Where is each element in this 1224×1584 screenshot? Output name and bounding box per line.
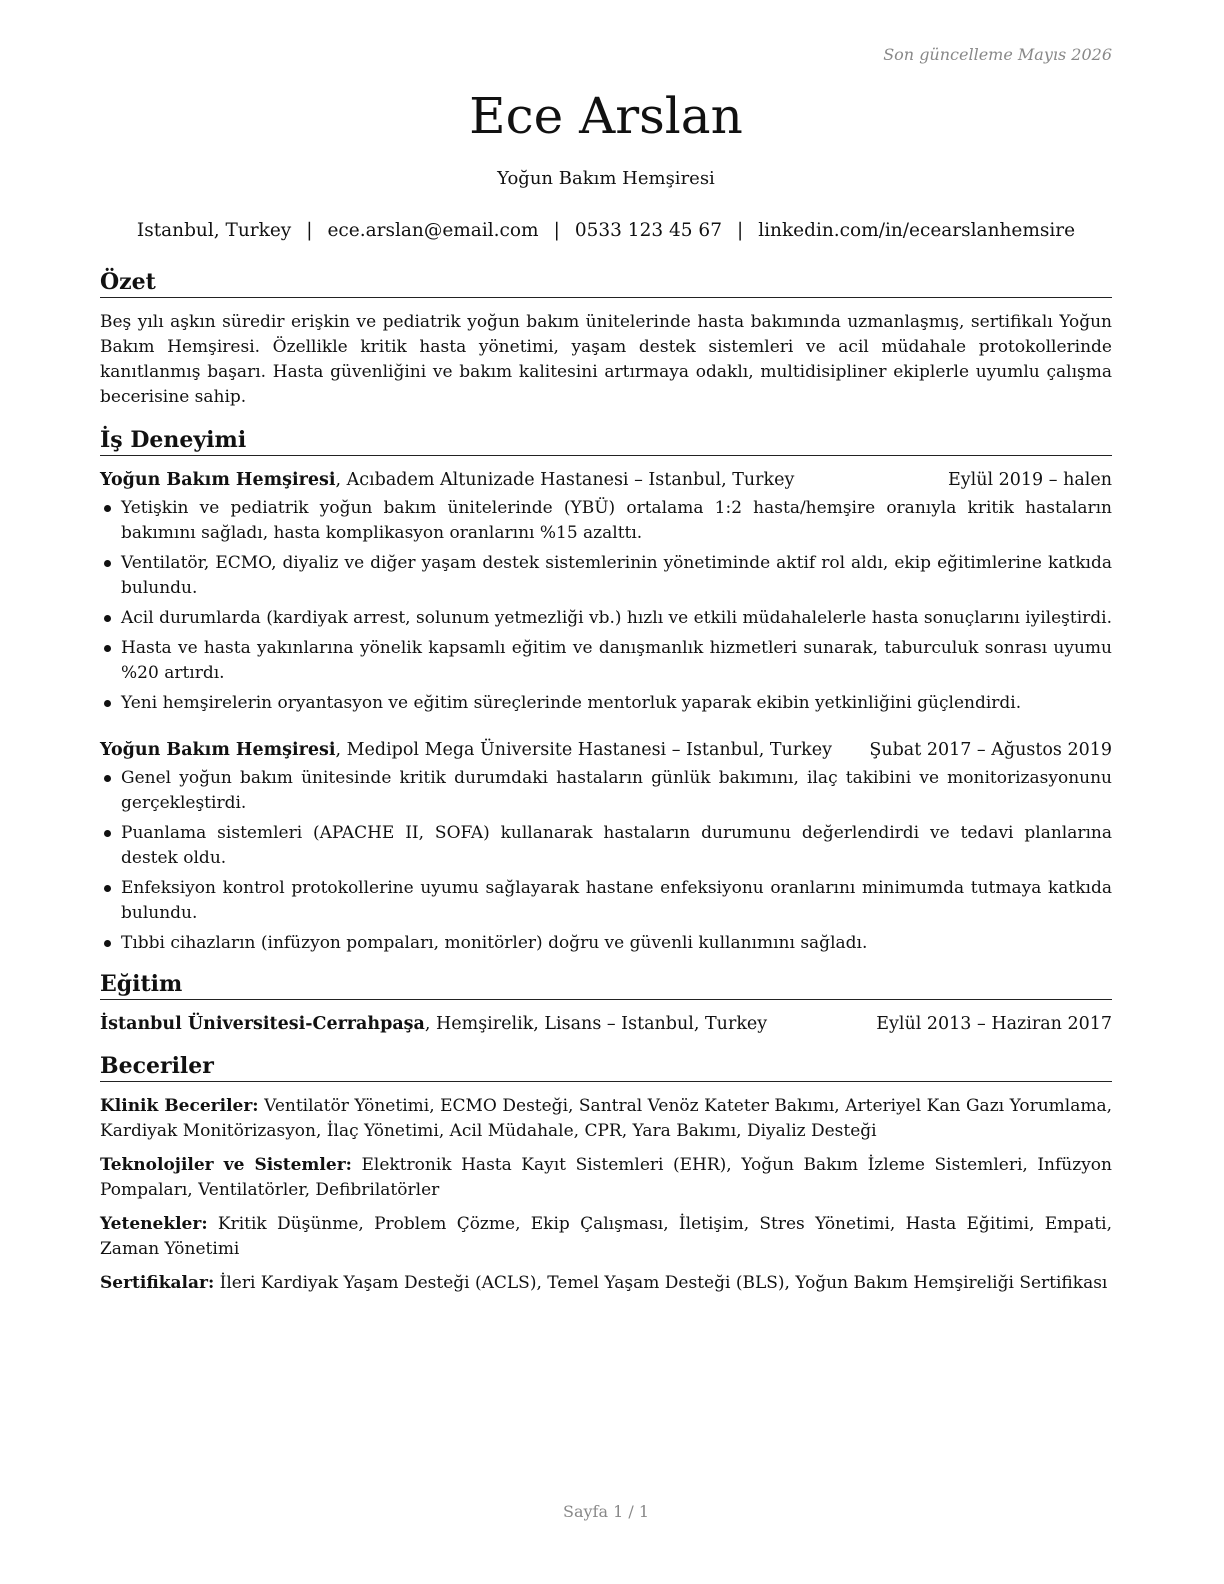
summary-section <box>100 268 1112 410</box>
candidate-title: Yoğun Bakım Hemşiresi <box>497 168 715 189</box>
job-bullet: Acil durumlarda (kardiyak arrest, solunum yetmezliği vb.) hızlı ve etkili müdahalelerle hasta sonuçlarını iyileştirdi. <box>100 606 1112 631</box>
job-bullet: Yeni hemşirelerin oryantasyon ve eğitim süreçlerinde mentorluk yaparak ekibin yetkinliğini güçlendirdi. <box>100 691 1112 716</box>
resume-content <box>100 268 1112 1305</box>
job-role-line <box>100 468 794 493</box>
skill-group-label: Yetenekler: <box>100 1214 208 1234</box>
job-bullet: Enfeksiyon kontrol protokollerine uyumu sağlayarak hastane enfeksiyonu oranlarını minimumda tutmaya katkıda bulundu. <box>100 876 1112 926</box>
skill-group-label: Sertifikalar: <box>100 1273 215 1293</box>
job-bullets <box>100 496 1112 716</box>
section-heading-summary: Özet <box>100 268 1112 298</box>
job-employer: , Medipol Mega Üniversite Hastanesi – Istanbul, Turkey <box>335 740 833 760</box>
contact-location: Istanbul, Turkey <box>136 220 292 241</box>
contact-phone[interactable]: 0533 123 45 67 <box>574 220 722 241</box>
job-bullet: Tıbbi cihazların (infüzyon pompaları, monitörler) doğru ve güvenli kullanımını sağladı. <box>100 931 1112 956</box>
skill-group <box>100 1212 1112 1262</box>
skill-group-text: Kritik Düşünme, Problem Çözme, Ekip Çalışması, İletişim, Stres Yönetimi, Hasta Eğitimi, Empati, Zaman Yönetimi <box>100 1214 1112 1259</box>
job-header <box>100 738 1112 763</box>
job-role: Yoğun Bakım Hemşiresi <box>100 740 336 760</box>
job-role-line <box>100 738 832 763</box>
skill-group <box>100 1153 1112 1203</box>
skill-group-label: Teknolojiler ve Sistemler: <box>100 1155 352 1175</box>
skill-group <box>100 1271 1112 1296</box>
page-indicator: Sayfa 1 / 1 <box>562 1502 649 1521</box>
skill-group-text: İleri Kardiyak Yaşam Desteği (ACLS), Temel Yaşam Desteği (BLS), Yoğun Bakım Hemşireliği Sertifikası <box>214 1273 1108 1293</box>
skills-section <box>100 1052 1112 1296</box>
job-employer: , Acıbadem Altunizade Hastanesi – Istanbul, Turkey <box>335 470 795 490</box>
skill-group-text: Ventilatör Yönetimi, ECMO Desteği, Santral Venöz Kateter Bakımı, Arteriyel Kan Gazı Yorumlama, Kardiyak Monitörizasyon, İlaç Yönetimi, Acil Müdahale, CPR, Yara Bakımı, Diyaliz Desteği <box>100 1096 1113 1141</box>
contact-separator: | <box>306 220 313 241</box>
job-dates: Şubat 2017 – Ağustos 2019 <box>869 740 1112 760</box>
education-school-line <box>100 1012 767 1037</box>
education-school: İstanbul Üniversitesi-Cerrahpaşa <box>100 1014 425 1034</box>
section-heading-education: Eğitim <box>100 970 1112 1000</box>
education-dates: Eylül 2013 – Haziran 2017 <box>876 1014 1112 1034</box>
experience-section <box>100 426 1112 956</box>
job-header <box>100 468 1112 493</box>
job-bullets <box>100 766 1112 956</box>
contact-separator: | <box>553 220 560 241</box>
job-bullet: Hasta ve hasta yakınlarına yönelik kapsamlı eğitim ve danışmanlık hizmetleri sunarak, taburculuk sonrası uyumu %20 artırdı. <box>100 636 1112 686</box>
skill-group-label: Klinik Beceriler: <box>100 1096 259 1116</box>
job-bullet: Yetişkin ve pediatrik yoğun bakım ünitelerinde (YBÜ) ortalama 1:2 hasta/hemşire oranıyla kritik hastaların bakımını sağladı, hasta komplikasyon oranlarını %15 azalttı. <box>100 496 1112 546</box>
contact-separator: | <box>736 220 744 241</box>
contact-line <box>100 219 1112 243</box>
section-heading-experience: İş Deneyimi <box>100 426 1112 456</box>
education-section <box>100 970 1112 1037</box>
resume-page <box>100 0 1112 1584</box>
education-detail: , Hemşirelik, Lisans – Istanbul, Turkey <box>424 1014 768 1034</box>
job-entry <box>100 468 1112 716</box>
last-updated-note: Son güncelleme Mayıs 2026 <box>883 45 1112 64</box>
education-entry <box>100 1012 1112 1037</box>
contact-linkedin[interactable]: linkedin.com/in/ecearslanhemsire <box>758 220 1076 241</box>
skill-group <box>100 1094 1112 1144</box>
job-bullet: Puanlama sistemleri (APACHE II, SOFA) kullanarak hastaların durumunu değerlendirdi ve tedavi planlarına destek oldu. <box>100 821 1112 871</box>
candidate-name: Ece Arslan <box>469 87 743 145</box>
job-role: Yoğun Bakım Hemşiresi <box>100 470 336 490</box>
job-dates: Eylül 2019 – halen <box>947 470 1112 490</box>
section-heading-skills: Beceriler <box>100 1052 1112 1082</box>
job-bullet: Ventilatör, ECMO, diyaliz ve diğer yaşam destek sistemlerinin yönetiminde aktif rol aldı, ekip eğitimlerine katkıda bulundu. <box>100 551 1112 601</box>
job-entry <box>100 738 1112 956</box>
job-bullet: Genel yoğun bakım ünitesinde kritik durumdaki hastaların günlük bakımını, ilaç takibini ve monitorizasyonunu gerçekleştirdi. <box>100 766 1112 816</box>
contact-email[interactable]: ece.arslan@email.com <box>327 220 539 241</box>
skill-group-text: Elektronik Hasta Kayıt Sistemleri (EHR), Yoğun Bakım İzleme Sistemleri, Infüzyon Pompaları, Ventilatörler, Defibrilatörler <box>100 1155 1112 1200</box>
summary-text: Beş yılı aşkın süredir erişkin ve pediatrik yoğun bakım ünitelerinde hasta bakımında uzmanlaşmış, sertifikalı Yoğun Bakım Hemşiresi. Özellikle kritik hasta yönetimi, yaşam destek sistemleri ve acil müdahale protokollerinde kanıtlanmış başarı. Hasta güvenliğini ve bakım kalitesini artırmaya odaklı, multidisipliner ekiplerle uyumlu çalışma becerisine sahip. <box>100 312 1112 407</box>
